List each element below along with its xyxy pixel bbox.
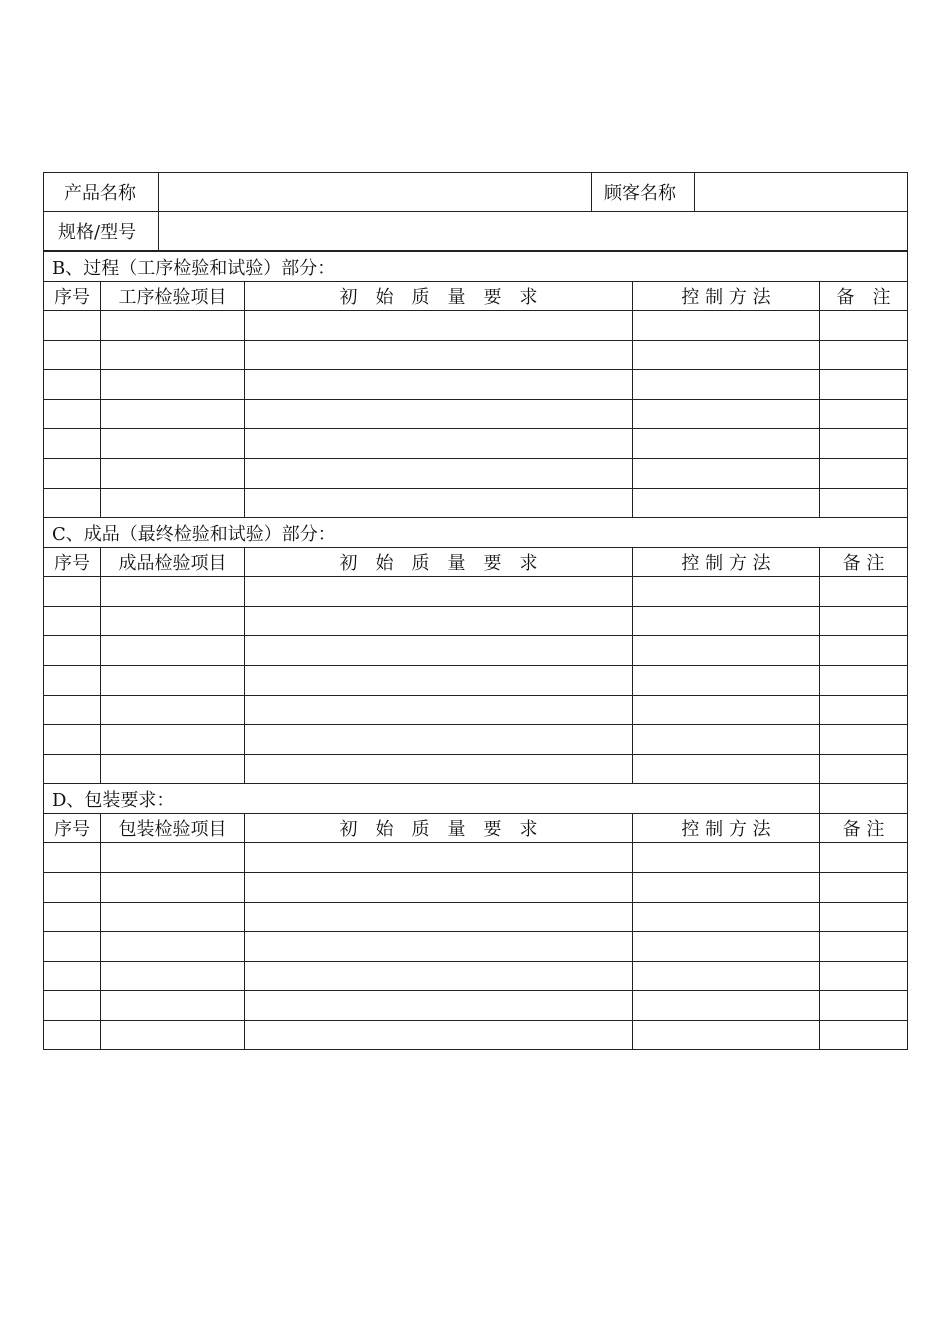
table-cell[interactable]	[820, 340, 908, 370]
table-cell[interactable]	[633, 991, 820, 1021]
table-cell[interactable]	[245, 370, 633, 400]
table-cell[interactable]	[101, 754, 245, 784]
header-row-spec	[44, 212, 908, 251]
table-cell[interactable]	[44, 932, 101, 962]
table-cell[interactable]	[245, 399, 633, 429]
table-cell[interactable]	[633, 902, 820, 932]
table-row	[44, 932, 908, 962]
table-cell[interactable]	[633, 399, 820, 429]
customer-name-label: 顾客名称	[592, 173, 695, 212]
table-cell[interactable]	[820, 932, 908, 962]
table-cell[interactable]	[820, 429, 908, 459]
section-title: C、成品（最终检验和试验）部分：	[44, 518, 908, 548]
table-cell[interactable]	[820, 636, 908, 666]
table-cell[interactable]	[44, 872, 101, 902]
table-cell[interactable]	[101, 311, 245, 341]
table-cell[interactable]	[245, 872, 633, 902]
table-cell[interactable]	[44, 843, 101, 873]
spec-label: 规格/型号	[44, 212, 159, 251]
col-header-index: 序号	[44, 282, 101, 311]
table-cell[interactable]	[633, 636, 820, 666]
table-cell[interactable]	[44, 725, 101, 755]
column-header-row	[44, 548, 908, 577]
table-cell[interactable]	[245, 577, 633, 607]
col-header-remark: 备 注	[820, 282, 908, 311]
table-cell[interactable]	[101, 340, 245, 370]
col-header-quality: 初 始 质 量 要 求	[245, 814, 633, 843]
table-cell[interactable]	[245, 311, 633, 341]
table-cell[interactable]	[245, 902, 633, 932]
table-row	[44, 488, 908, 518]
inspection-table	[43, 251, 908, 1050]
section-title-row	[44, 252, 908, 282]
table-row	[44, 843, 908, 873]
table-cell[interactable]	[633, 872, 820, 902]
table-row	[44, 872, 908, 902]
table-cell[interactable]	[633, 932, 820, 962]
table-row	[44, 665, 908, 695]
table-cell[interactable]	[633, 340, 820, 370]
section-title-row	[44, 784, 908, 814]
table-row	[44, 725, 908, 755]
table-cell[interactable]	[101, 606, 245, 636]
table-cell[interactable]	[633, 458, 820, 488]
column-header-row	[44, 814, 908, 843]
table-cell[interactable]	[820, 399, 908, 429]
table-cell[interactable]	[820, 458, 908, 488]
table-row	[44, 1020, 908, 1050]
table-cell[interactable]	[44, 488, 101, 518]
table-row	[44, 340, 908, 370]
table-cell[interactable]	[44, 399, 101, 429]
table-cell[interactable]	[44, 370, 101, 400]
table-cell[interactable]	[245, 458, 633, 488]
table-row	[44, 636, 908, 666]
table-cell[interactable]	[44, 458, 101, 488]
table-row	[44, 370, 908, 400]
table-cell[interactable]	[101, 695, 245, 725]
table-cell[interactable]	[245, 1020, 633, 1050]
table-cell[interactable]	[820, 991, 908, 1021]
table-cell[interactable]	[245, 843, 633, 873]
section-title-remark-cell	[820, 784, 908, 814]
table-row	[44, 311, 908, 341]
product-name-field[interactable]	[159, 173, 592, 212]
section-title: B、过程（工序检验和试验）部分：	[44, 252, 908, 282]
table-cell[interactable]	[101, 843, 245, 873]
table-cell[interactable]	[101, 872, 245, 902]
spec-field[interactable]	[159, 212, 908, 251]
table-cell[interactable]	[245, 340, 633, 370]
table-cell[interactable]	[101, 370, 245, 400]
table-cell[interactable]	[44, 636, 101, 666]
table-cell[interactable]	[820, 370, 908, 400]
table-cell[interactable]	[44, 991, 101, 1021]
table-cell[interactable]	[245, 961, 633, 991]
customer-name-field[interactable]	[695, 173, 908, 212]
table-cell[interactable]	[44, 754, 101, 784]
col-header-quality: 初 始 质 量 要 求	[245, 548, 633, 577]
table-row	[44, 399, 908, 429]
table-cell[interactable]	[820, 1020, 908, 1050]
table-cell[interactable]	[820, 577, 908, 607]
table-cell[interactable]	[633, 488, 820, 518]
table-cell[interactable]	[101, 399, 245, 429]
table-row	[44, 961, 908, 991]
col-header-method: 控 制 方 法	[633, 548, 820, 577]
table-cell[interactable]	[101, 488, 245, 518]
table-cell[interactable]	[633, 665, 820, 695]
table-cell[interactable]	[633, 725, 820, 755]
table-cell[interactable]	[633, 754, 820, 784]
table-cell[interactable]	[633, 1020, 820, 1050]
col-header-method: 控 制 方 法	[633, 282, 820, 311]
table-row	[44, 429, 908, 459]
col-header-remark: 备 注	[820, 548, 908, 577]
product-name-label: 产品名称	[44, 173, 159, 212]
header-row-product	[44, 173, 908, 212]
table-row	[44, 458, 908, 488]
table-cell[interactable]	[820, 606, 908, 636]
col-header-index: 序号	[44, 548, 101, 577]
table-cell[interactable]	[820, 902, 908, 932]
table-cell[interactable]	[44, 902, 101, 932]
col-header-item: 工序检验项目	[101, 282, 245, 311]
table-cell[interactable]	[44, 695, 101, 725]
table-cell[interactable]	[44, 665, 101, 695]
table-cell[interactable]	[820, 754, 908, 784]
table-cell[interactable]	[245, 725, 633, 755]
inspection-form	[43, 172, 907, 1050]
table-cell[interactable]	[633, 606, 820, 636]
table-cell[interactable]	[44, 429, 101, 459]
table-row	[44, 991, 908, 1021]
section-title: D、包装要求：	[44, 784, 820, 814]
table-cell[interactable]	[101, 991, 245, 1021]
table-cell[interactable]	[44, 1020, 101, 1050]
table-cell[interactable]	[633, 695, 820, 725]
table-cell[interactable]	[633, 961, 820, 991]
table-cell[interactable]	[820, 665, 908, 695]
table-cell[interactable]	[820, 843, 908, 873]
table-cell[interactable]	[245, 606, 633, 636]
table-cell[interactable]	[101, 1020, 245, 1050]
table-cell[interactable]	[245, 636, 633, 666]
table-cell[interactable]	[101, 725, 245, 755]
col-header-index: 序号	[44, 814, 101, 843]
table-cell[interactable]	[633, 843, 820, 873]
table-cell[interactable]	[245, 932, 633, 962]
table-row	[44, 606, 908, 636]
table-cell[interactable]	[44, 606, 101, 636]
table-row	[44, 695, 908, 725]
table-row	[44, 577, 908, 607]
table-cell[interactable]	[44, 961, 101, 991]
table-cell[interactable]	[245, 488, 633, 518]
table-cell[interactable]	[633, 429, 820, 459]
table-cell[interactable]	[101, 665, 245, 695]
table-cell[interactable]	[101, 932, 245, 962]
table-cell[interactable]	[820, 311, 908, 341]
table-cell[interactable]	[820, 961, 908, 991]
col-header-item: 包装检验项目	[101, 814, 245, 843]
section-title-row	[44, 518, 908, 548]
table-row	[44, 754, 908, 784]
table-cell[interactable]	[101, 429, 245, 459]
header-table	[43, 172, 908, 251]
table-cell[interactable]	[245, 754, 633, 784]
table-cell[interactable]	[245, 991, 633, 1021]
table-cell[interactable]	[101, 961, 245, 991]
table-cell[interactable]	[44, 311, 101, 341]
table-cell[interactable]	[245, 429, 633, 459]
table-cell[interactable]	[633, 577, 820, 607]
table-cell[interactable]	[44, 577, 101, 607]
column-header-row	[44, 282, 908, 311]
col-header-item: 成品检验项目	[101, 548, 245, 577]
table-cell[interactable]	[633, 311, 820, 341]
table-cell[interactable]	[633, 370, 820, 400]
table-cell[interactable]	[101, 902, 245, 932]
table-cell[interactable]	[101, 458, 245, 488]
col-header-remark: 备 注	[820, 814, 908, 843]
table-cell[interactable]	[245, 665, 633, 695]
table-cell[interactable]	[44, 340, 101, 370]
table-cell[interactable]	[101, 636, 245, 666]
table-row	[44, 902, 908, 932]
table-cell[interactable]	[820, 725, 908, 755]
table-cell[interactable]	[820, 488, 908, 518]
table-cell[interactable]	[245, 695, 633, 725]
table-cell[interactable]	[820, 695, 908, 725]
table-cell[interactable]	[101, 577, 245, 607]
col-header-quality: 初 始 质 量 要 求	[245, 282, 633, 311]
table-cell[interactable]	[820, 872, 908, 902]
col-header-method: 控 制 方 法	[633, 814, 820, 843]
